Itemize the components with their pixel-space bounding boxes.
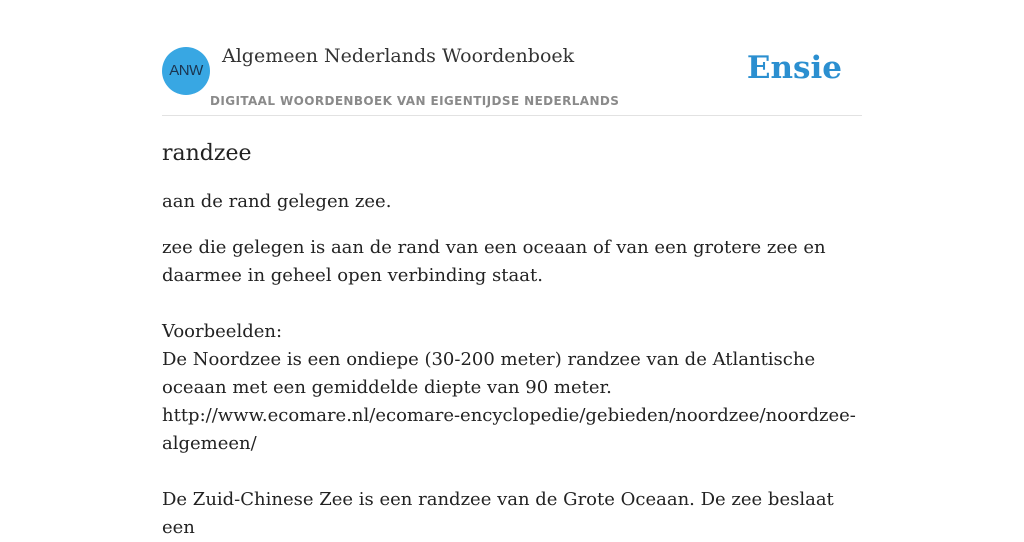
spacer <box>162 290 862 318</box>
spacer <box>162 458 862 486</box>
example-text: De Zuid-Chinese Zee is een randzee van de Grote Oceaan. De zee beslaat een <box>162 489 834 538</box>
example-source-link[interactable]: http://www.ecomare.nl/ecomare-encyclopedie/gebieden/noordzee/noordzee-algemeen/ <box>162 405 856 454</box>
site-subtitle: DIGITAAL WOORDENBOEK VAN EIGENTIJDSE NEDERLANDS <box>210 94 620 108</box>
site-header <box>162 0 862 116</box>
example-text: De Noordzee is een ondiepe (30-200 meter) randzee van de Atlantische oceaan met een gemiddelde diepte van 90 meter. <box>162 349 816 398</box>
long-definition: zee die gelegen is aan de rand van een oceaan of van een grotere zee en daarmee in geheel open verbinding staat. <box>162 237 826 286</box>
ensie-logo[interactable]: Ensie <box>746 50 842 86</box>
headword: randzee <box>162 141 252 166</box>
short-definition: aan de rand gelegen zee. <box>162 191 392 212</box>
long-definition-block <box>162 234 862 542</box>
anw-logo[interactable]: ANW <box>162 47 210 95</box>
entry-content <box>162 138 862 542</box>
examples-label: Voorbeelden: <box>162 321 283 342</box>
site-title[interactable]: Algemeen Nederlands Woordenboek <box>222 45 575 67</box>
